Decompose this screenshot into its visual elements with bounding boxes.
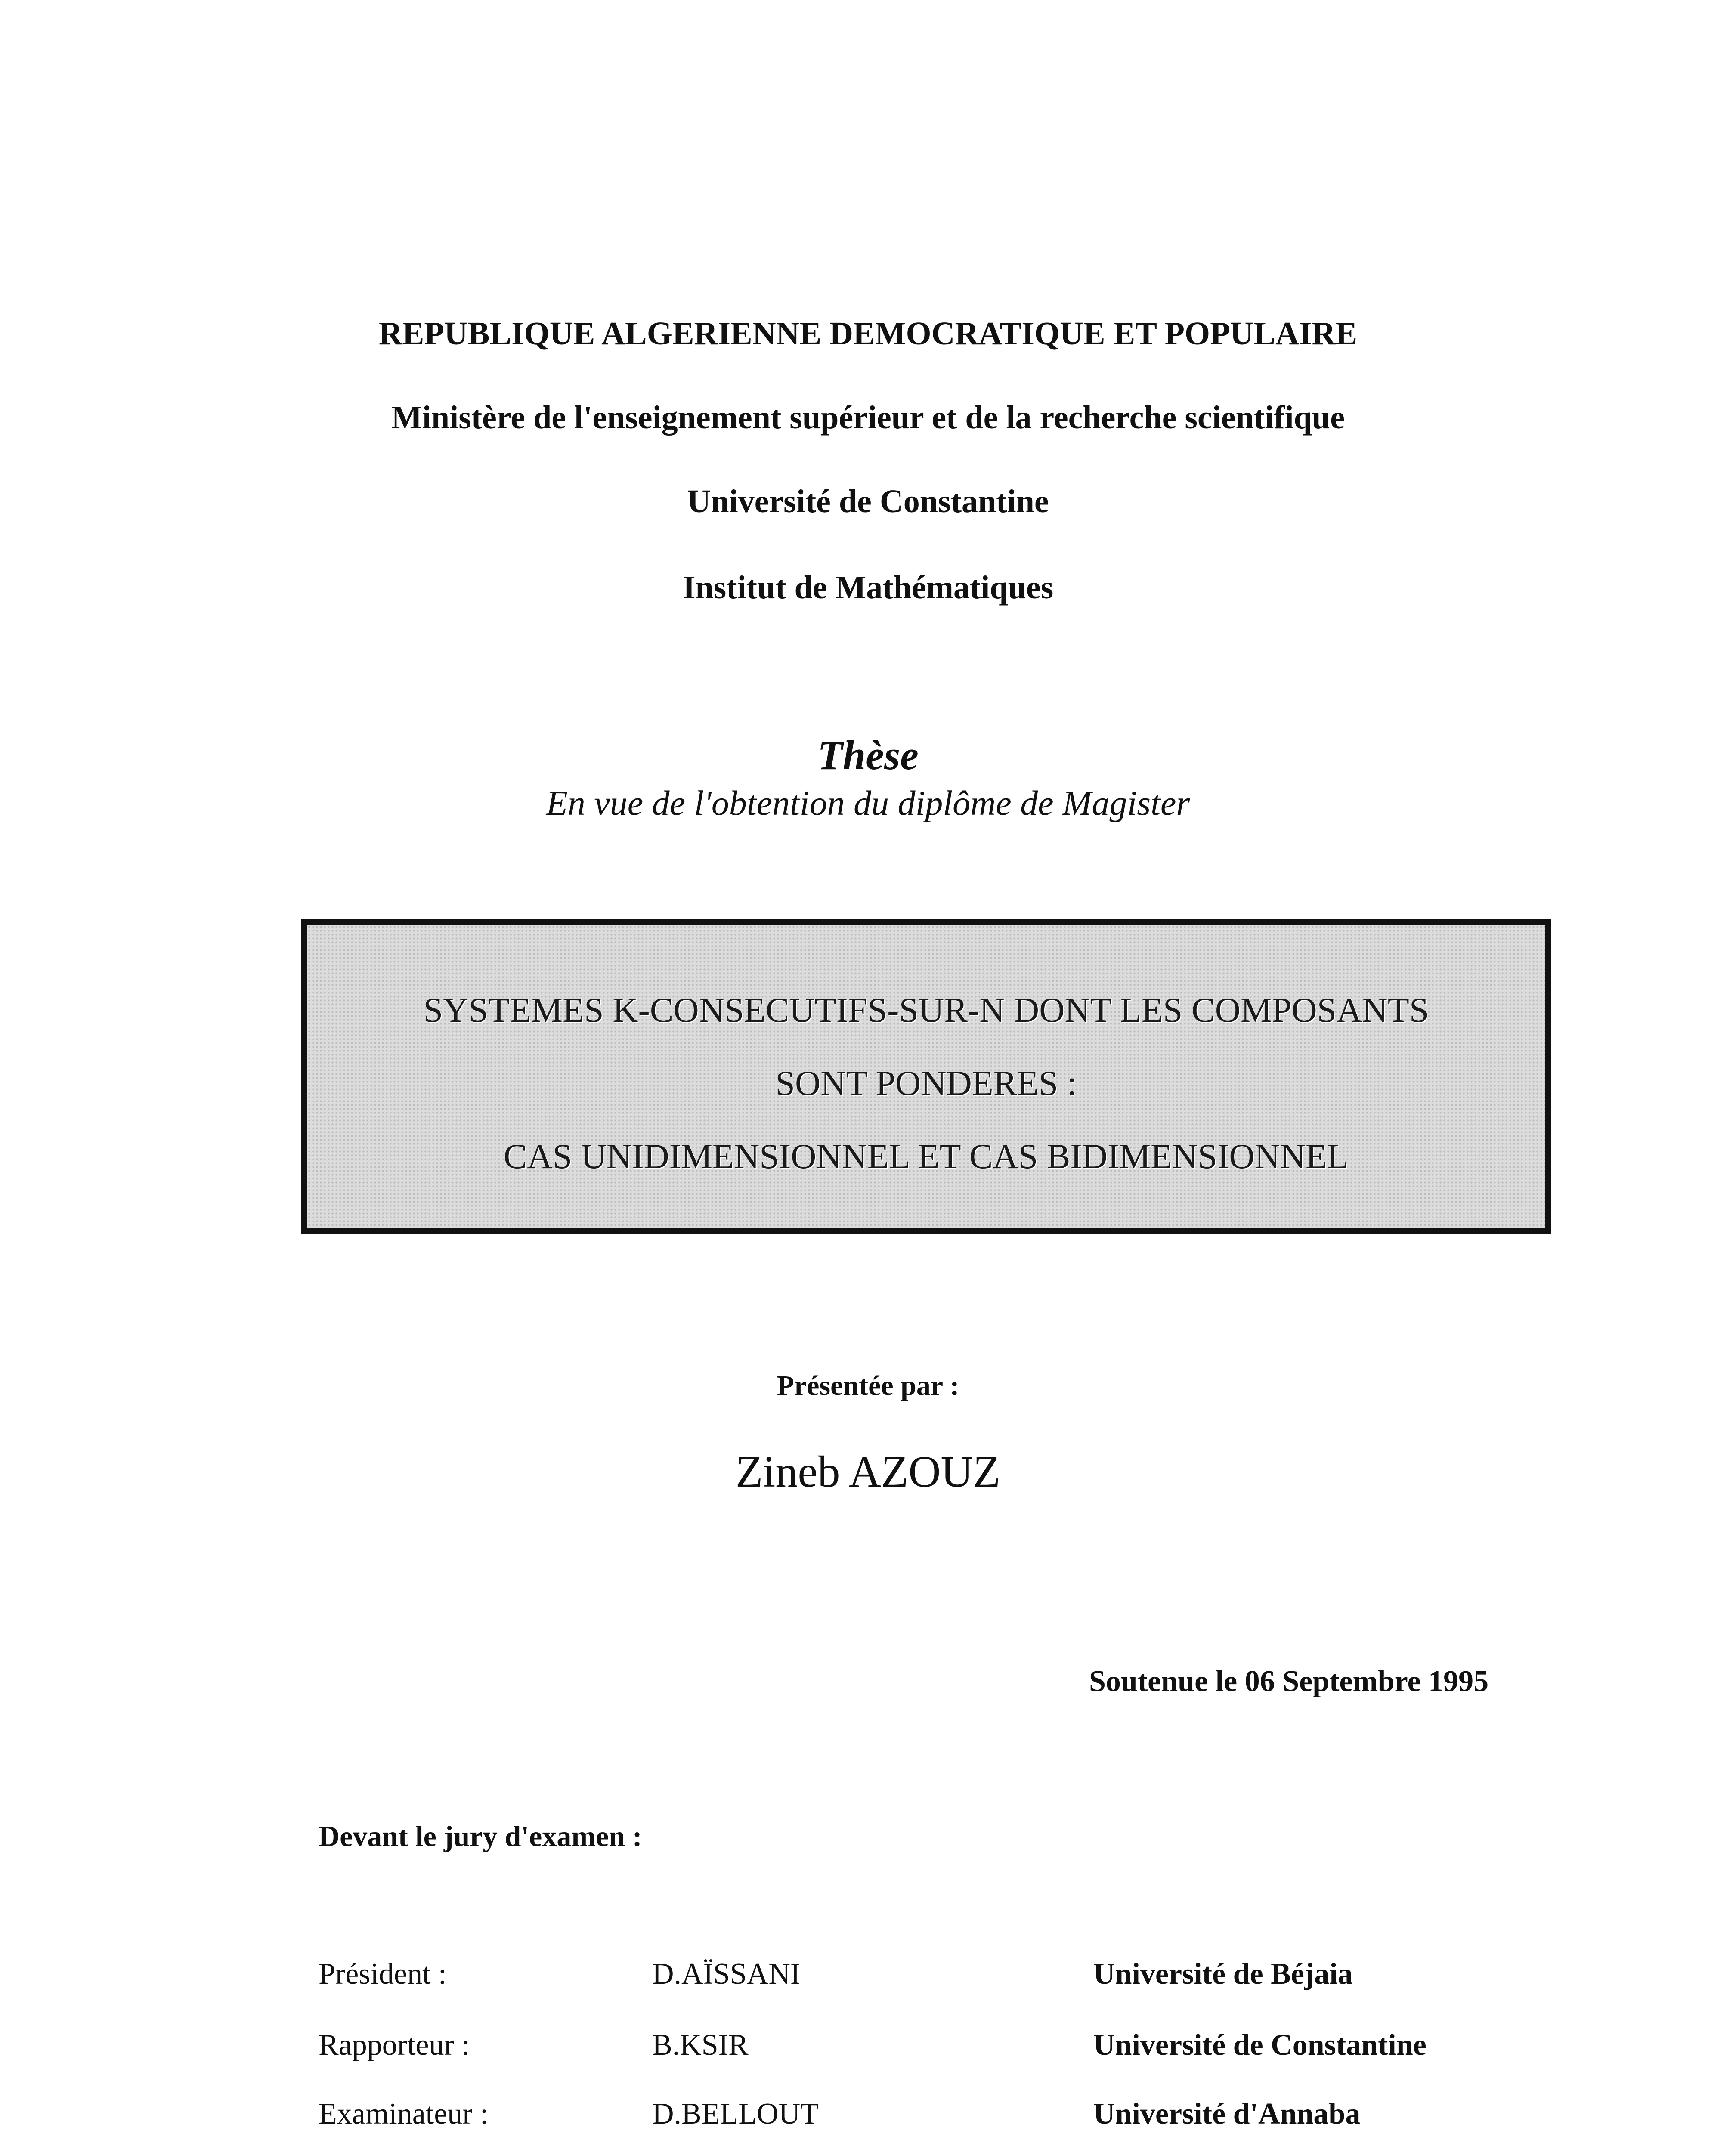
thesis-subtitle: En vue de l'obtention du diplôme de Magister — [546, 783, 1190, 822]
ministry-heading: Ministère de l'enseignement supérieur et de la recherche scientifique — [391, 399, 1345, 436]
jury-member-name: B.KSIR — [652, 2028, 749, 2062]
thesis-title-line: SYSTEMES K-CONSECUTIFS-SUR-N DONT LES COMPOSANTS — [423, 990, 1429, 1030]
institute-heading: Institut de Mathématiques — [682, 569, 1054, 606]
jury-heading: Devant le jury d'examen : — [319, 1820, 642, 1852]
jury-affiliation: Université de Béjaia — [1093, 1957, 1353, 1991]
thesis-title-line: SONT PONDERES : — [775, 1064, 1077, 1103]
presented-by-label: Présentée par : — [777, 1370, 959, 1401]
thesis-title-box — [301, 919, 1551, 1234]
jury-affiliation: Université d'Annaba — [1093, 2097, 1361, 2130]
jury-member-name: D.AÏSSANI — [652, 1957, 801, 1991]
jury-member-name: D.BELLOUT — [652, 2097, 819, 2130]
republic-heading: REPUBLIQUE ALGERIENNE DEMOCRATIQUE ET POPULAIRE — [378, 315, 1358, 352]
author-name: Zineb AZOUZ — [735, 1447, 1001, 1497]
university-heading: Université de Constantine — [687, 483, 1049, 519]
jury-row — [319, 1956, 1481, 1995]
jury-role: Président : — [319, 1957, 447, 1991]
jury-role: Examinateur : — [319, 2097, 489, 2130]
defense-date: Soutenue le 06 Septembre 1995 — [1089, 1665, 1489, 1698]
jury-role: Rapporteur : — [319, 2028, 470, 2062]
jury-affiliation: Université de Constantine — [1093, 2028, 1427, 2062]
thesis-label: Thèse — [817, 732, 919, 778]
jury-row — [319, 2096, 1481, 2135]
thesis-title-line: CAS UNIDIMENSIONNEL ET CAS BIDIMENSIONNEL — [503, 1137, 1349, 1176]
jury-row — [319, 2027, 1481, 2066]
